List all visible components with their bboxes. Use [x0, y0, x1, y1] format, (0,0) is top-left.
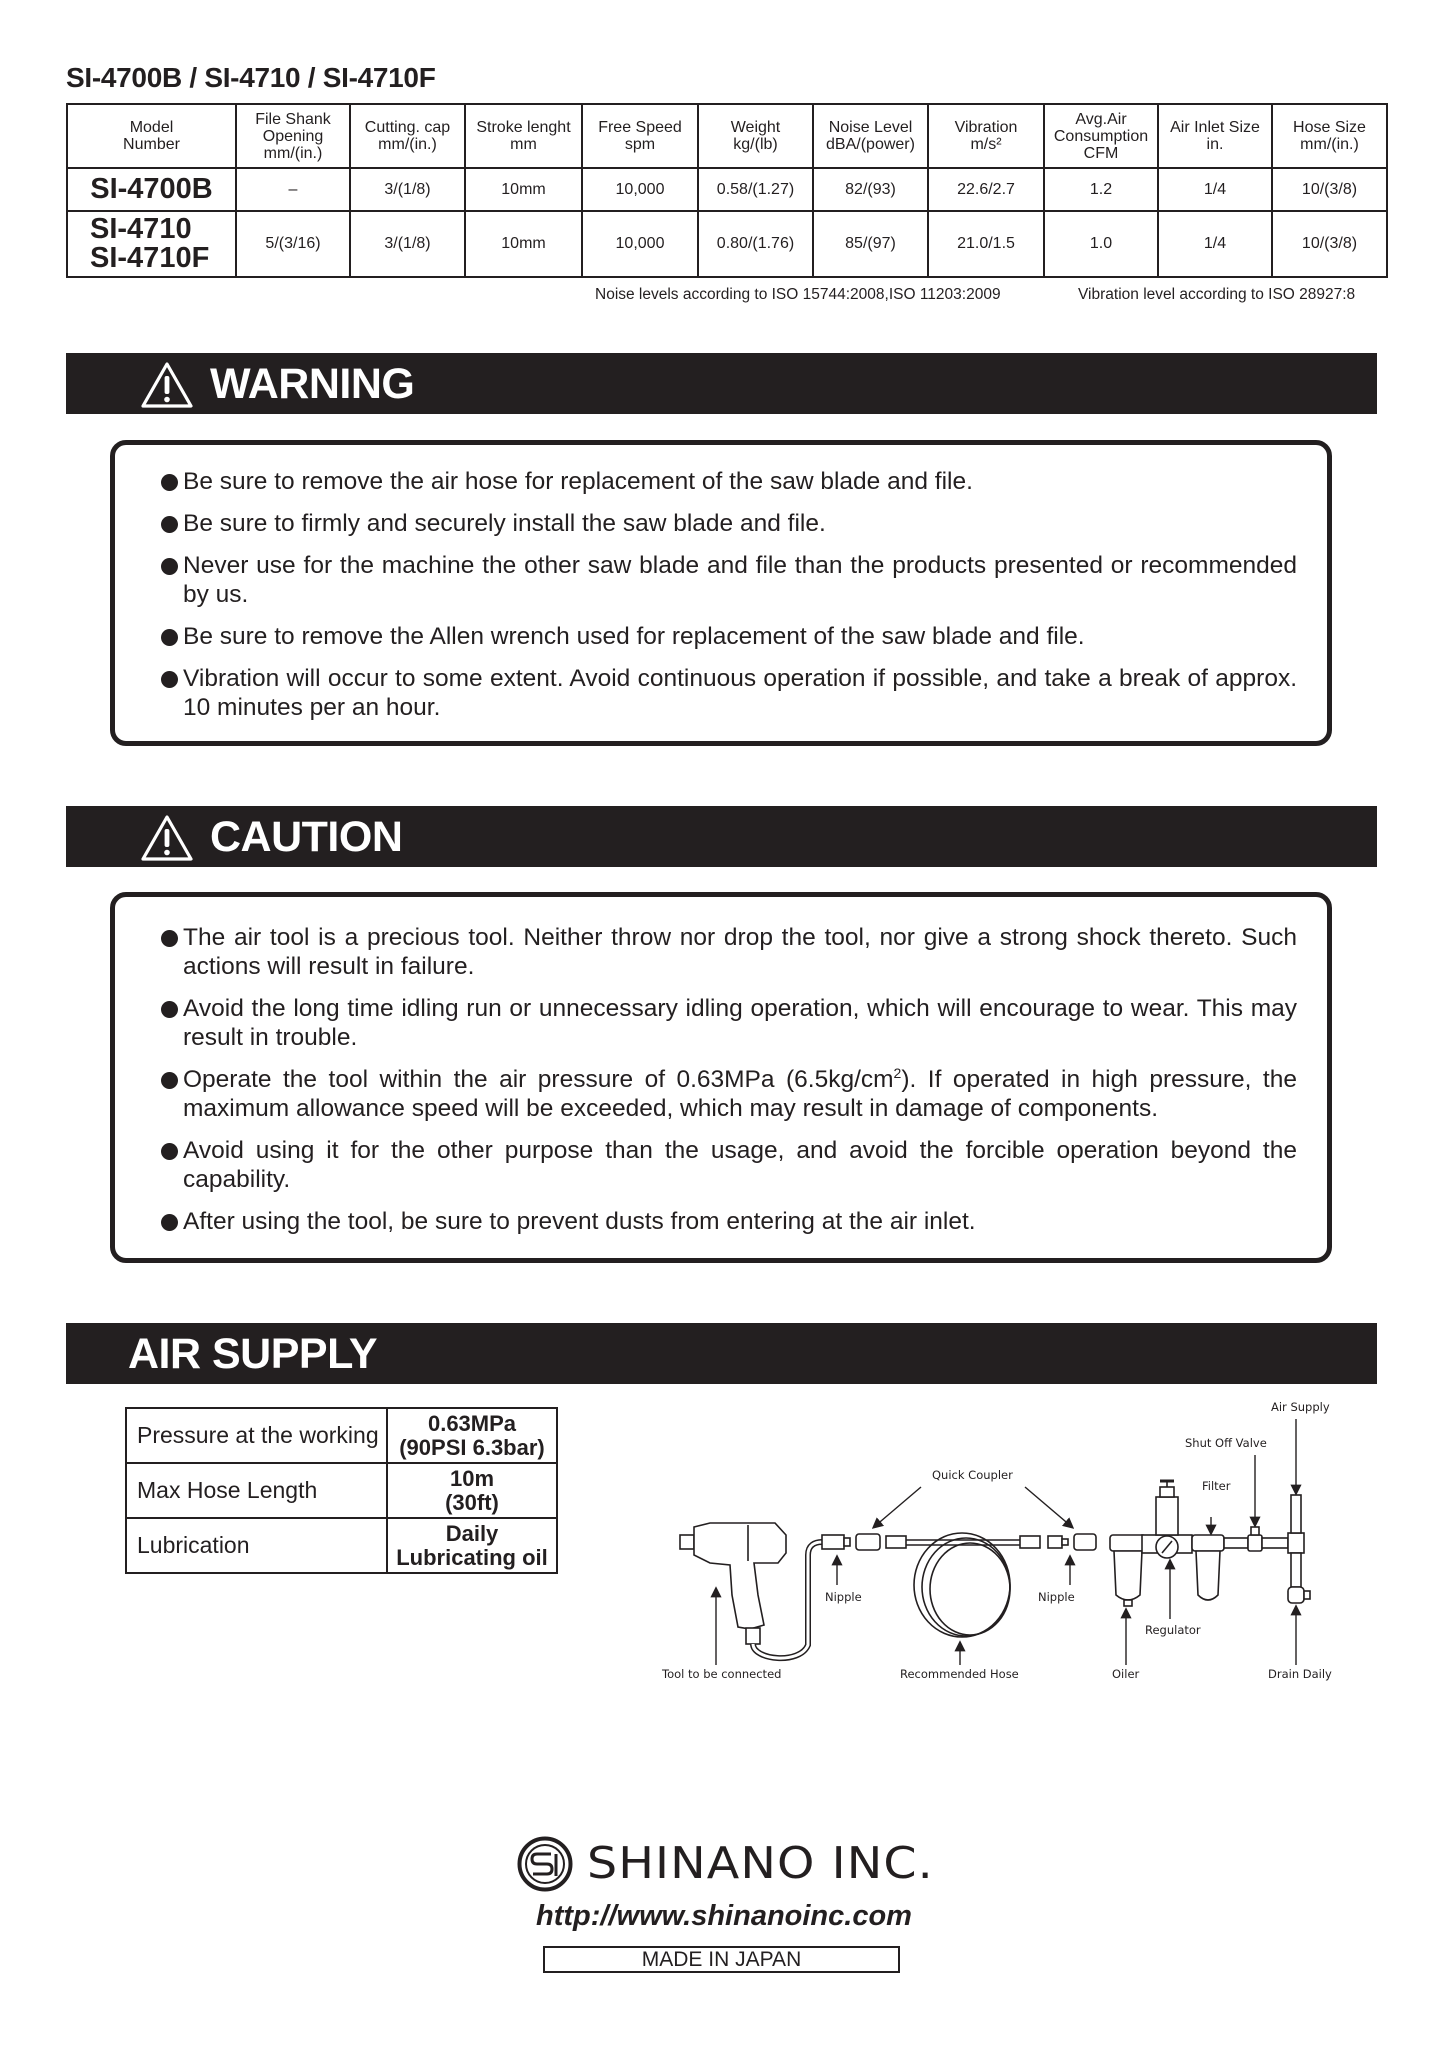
- header-line: mm/(in.): [1300, 136, 1359, 153]
- bullet-icon: [161, 558, 178, 575]
- header-file-shank: [236, 104, 350, 168]
- warning-item-text: Never use for the machine the other saw blade and file than the products presented or recommended by us.: [183, 552, 1297, 608]
- air-consumption-cell: 1.2: [1044, 168, 1158, 211]
- bullet-icon: [161, 1214, 178, 1231]
- header-weight: [698, 104, 813, 168]
- header-line: Cutting. cap: [364, 119, 451, 136]
- model-number: SI-4700B: [90, 173, 213, 205]
- header-line: CFM: [1083, 144, 1119, 162]
- caution-item-text: After using the tool, be sure to prevent dusts from entering at the air inlet.: [183, 1208, 976, 1235]
- air-inlet-cell: 1/4: [1158, 211, 1272, 277]
- weight-cell: 0.58/(1.27): [698, 168, 813, 211]
- diagram-label-regulator: Regulator: [1145, 1623, 1201, 1637]
- header-stroke: [465, 104, 582, 168]
- table-row: [67, 211, 1387, 277]
- model-cell: [67, 168, 236, 211]
- header-line: Opening: [262, 127, 324, 145]
- free-speed-cell: 10,000: [582, 168, 698, 211]
- warning-item-text: Be sure to remove the Allen wrench used for replacement of the saw blade and file.: [183, 623, 1085, 650]
- stroke-cell: 10mm: [465, 168, 582, 211]
- warning-triangle-icon: [140, 814, 194, 862]
- air-value-line: 10m: [449, 1465, 495, 1491]
- air-value-line: (90PSI 6.3bar): [399, 1434, 545, 1460]
- file-shank-cell: 5/(3/16): [236, 211, 350, 277]
- air-label-cell: Pressure at the working: [126, 1408, 387, 1463]
- model-number: SI-4710: [90, 213, 192, 245]
- shinano-logo-icon: [517, 1836, 573, 1892]
- diagram-label-nipple-right: Nipple: [1038, 1590, 1075, 1604]
- bullet-icon: [161, 1001, 178, 1018]
- header-line: m/s²: [970, 136, 1002, 153]
- warning-list: [161, 467, 1297, 735]
- header-noise: [813, 104, 928, 168]
- header-line: mm/(in.): [263, 144, 323, 162]
- air-line-illustration: [650, 1395, 1447, 1705]
- header-line: kg/(lb): [733, 136, 778, 153]
- header-free-speed: [582, 104, 698, 168]
- company-name: SHINANO INC.: [587, 1838, 934, 1889]
- warning-item-text: Vibration will occur to some extent. Avoid continuous operation if possible, and take a break of approx. 10 minutes per an hour.: [183, 665, 1297, 721]
- table-row: [67, 168, 1387, 211]
- header-line: Avg.Air: [1075, 110, 1127, 128]
- company-url[interactable]: http://www.shinanoinc.com: [536, 1900, 912, 1932]
- header-line: in.: [1206, 136, 1224, 153]
- caution-item: [161, 923, 1297, 981]
- air-supply-diagram: [650, 1395, 1447, 1705]
- diagram-label-tool: Tool to be connected: [662, 1667, 782, 1681]
- diagram-label-filter: Filter: [1202, 1479, 1231, 1493]
- caution-item-text: Operate the tool within the air pressure of 0.63MPa (6.5kg/cm: [183, 1066, 894, 1093]
- header-line: Stroke lenght: [476, 119, 571, 136]
- caution-item-text: ). If operated in high pressure, the maximum allowance speed will be exceeded, which may result in damage of components.: [183, 1066, 1297, 1122]
- header-hose-size: [1272, 104, 1387, 168]
- superscript: 2: [893, 1065, 902, 1081]
- diagram-label-drain-daily: Drain Daily: [1268, 1667, 1332, 1681]
- warning-item: [161, 622, 1297, 651]
- warning-item-text: Be sure to remove the air hose for replacement of the saw blade and file.: [183, 468, 973, 495]
- header-line: Air Inlet Size: [1170, 119, 1260, 136]
- vibration-cell: 22.6/2.7: [928, 168, 1044, 211]
- caution-item: [161, 1207, 1297, 1236]
- air-value-cell: [387, 1463, 557, 1518]
- header-cutting-cap: [350, 104, 465, 168]
- header-line: Number: [123, 136, 180, 153]
- bullet-icon: [161, 1072, 178, 1089]
- warning-triangle-icon: [140, 361, 194, 409]
- model-number: SI-4710F: [90, 242, 210, 274]
- diagram-label-nipple-left: Nipple: [825, 1590, 862, 1604]
- vibration-cell: 21.0/1.5: [928, 211, 1044, 277]
- caution-item: [161, 994, 1297, 1052]
- air-label-cell: Max Hose Length: [126, 1463, 387, 1518]
- table-row: [126, 1463, 557, 1518]
- spec-header-row: [67, 104, 1387, 168]
- air-value-line: (30ft): [445, 1489, 499, 1515]
- table-row: [126, 1518, 557, 1573]
- document-title: SI-4700B / SI-4710 / SI-4710F: [66, 62, 436, 93]
- caution-item-text: The air tool is a precious tool. Neither throw nor drop the tool, nor give a strong shock thereto. Such actions will result in failure.: [183, 924, 1297, 980]
- caution-list: [161, 923, 1297, 1249]
- header-air-consumption: [1044, 104, 1158, 168]
- air-supply-title: AIR SUPPLY: [128, 1330, 378, 1378]
- warning-item: [161, 509, 1297, 538]
- header-line: mm: [510, 136, 537, 153]
- caution-item: [161, 1136, 1297, 1194]
- weight-cell: 0.80/(1.76): [698, 211, 813, 277]
- bullet-icon: [161, 671, 178, 688]
- caution-header: [66, 806, 1377, 867]
- warning-title: WARNING: [210, 360, 415, 408]
- header-model: [67, 104, 236, 168]
- air-label-cell: Lubrication: [126, 1518, 387, 1573]
- diagram-label-air-supply: Air Supply: [1271, 1400, 1330, 1414]
- warning-item: [161, 664, 1297, 722]
- warning-box: [110, 440, 1332, 746]
- caution-title: CAUTION: [210, 813, 403, 861]
- caution-item: [161, 1065, 1297, 1123]
- header-line: mm/(in.): [378, 136, 437, 153]
- header-line: Free Speed: [598, 119, 682, 136]
- diagram-label-quick-coupler: Quick Coupler: [932, 1468, 1013, 1482]
- diagram-label-shut-off-valve: Shut Off Valve: [1185, 1436, 1267, 1450]
- header-line: File Shank: [255, 110, 331, 128]
- header-line: Weight: [730, 119, 781, 136]
- header-line: dBA/(power): [826, 136, 915, 153]
- noise-cell: 82/(93): [813, 168, 928, 211]
- air-supply-header: [66, 1323, 1377, 1384]
- table-row: [126, 1408, 557, 1463]
- noise-footnote: Noise levels according to ISO 15744:2008,ISO 11203:2009: [595, 286, 1001, 303]
- made-in-japan-label: MADE IN JAPAN: [543, 1946, 900, 1973]
- air-value-cell: [387, 1518, 557, 1573]
- noise-cell: 85/(97): [813, 211, 928, 277]
- header-air-inlet: [1158, 104, 1272, 168]
- diagram-label-oiler: Oiler: [1112, 1667, 1140, 1681]
- bullet-icon: [161, 930, 178, 947]
- hose-size-cell: 10/(3/8): [1272, 168, 1387, 211]
- model-cell: [67, 211, 236, 277]
- air-consumption-cell: 1.0: [1044, 211, 1158, 277]
- bullet-icon: [161, 516, 178, 533]
- header-line: Consumption: [1053, 127, 1149, 145]
- header-line: Hose Size: [1293, 119, 1366, 136]
- header-line: Vibration: [954, 119, 1018, 136]
- bullet-icon: [161, 1143, 178, 1160]
- stroke-cell: 10mm: [465, 211, 582, 277]
- header-line: Noise Level: [828, 119, 913, 136]
- cutting-cap-cell: 3/(1/8): [350, 168, 465, 211]
- bullet-icon: [161, 629, 178, 646]
- air-inlet-cell: 1/4: [1158, 168, 1272, 211]
- warning-header: [66, 353, 1377, 414]
- header-vibration: [928, 104, 1044, 168]
- warning-item: [161, 551, 1297, 609]
- caution-item-text: Avoid using it for the other purpose than the usage, and avoid the forcible operation beyond the capability.: [183, 1137, 1297, 1193]
- bullet-icon: [161, 474, 178, 491]
- diagram-label-recommended-hose: Recommended Hose: [900, 1667, 1019, 1681]
- hose-size-cell: 10/(3/8): [1272, 211, 1387, 277]
- air-value-line: 0.63MPa: [427, 1410, 517, 1436]
- warning-item-text: Be sure to firmly and securely install the saw blade and file.: [183, 510, 826, 537]
- air-supply-table: [125, 1407, 558, 1574]
- file-shank-cell: –: [236, 168, 350, 211]
- caution-item-text: Avoid the long time idling run or unnecessary idling operation, which will encourage to wear. This may result in trouble.: [183, 995, 1297, 1051]
- warning-item: [161, 467, 1297, 496]
- air-value-line: Daily: [445, 1520, 499, 1546]
- spec-table: [66, 103, 1388, 278]
- air-value-line: Lubricating oil: [396, 1544, 548, 1570]
- vibration-footnote: Vibration level according to ISO 28927:8: [1078, 286, 1356, 303]
- header-line: Model: [129, 119, 174, 136]
- cutting-cap-cell: 3/(1/8): [350, 211, 465, 277]
- header-line: spm: [624, 136, 656, 153]
- free-speed-cell: 10,000: [582, 211, 698, 277]
- caution-box: [110, 892, 1332, 1263]
- air-value-cell: [387, 1408, 557, 1463]
